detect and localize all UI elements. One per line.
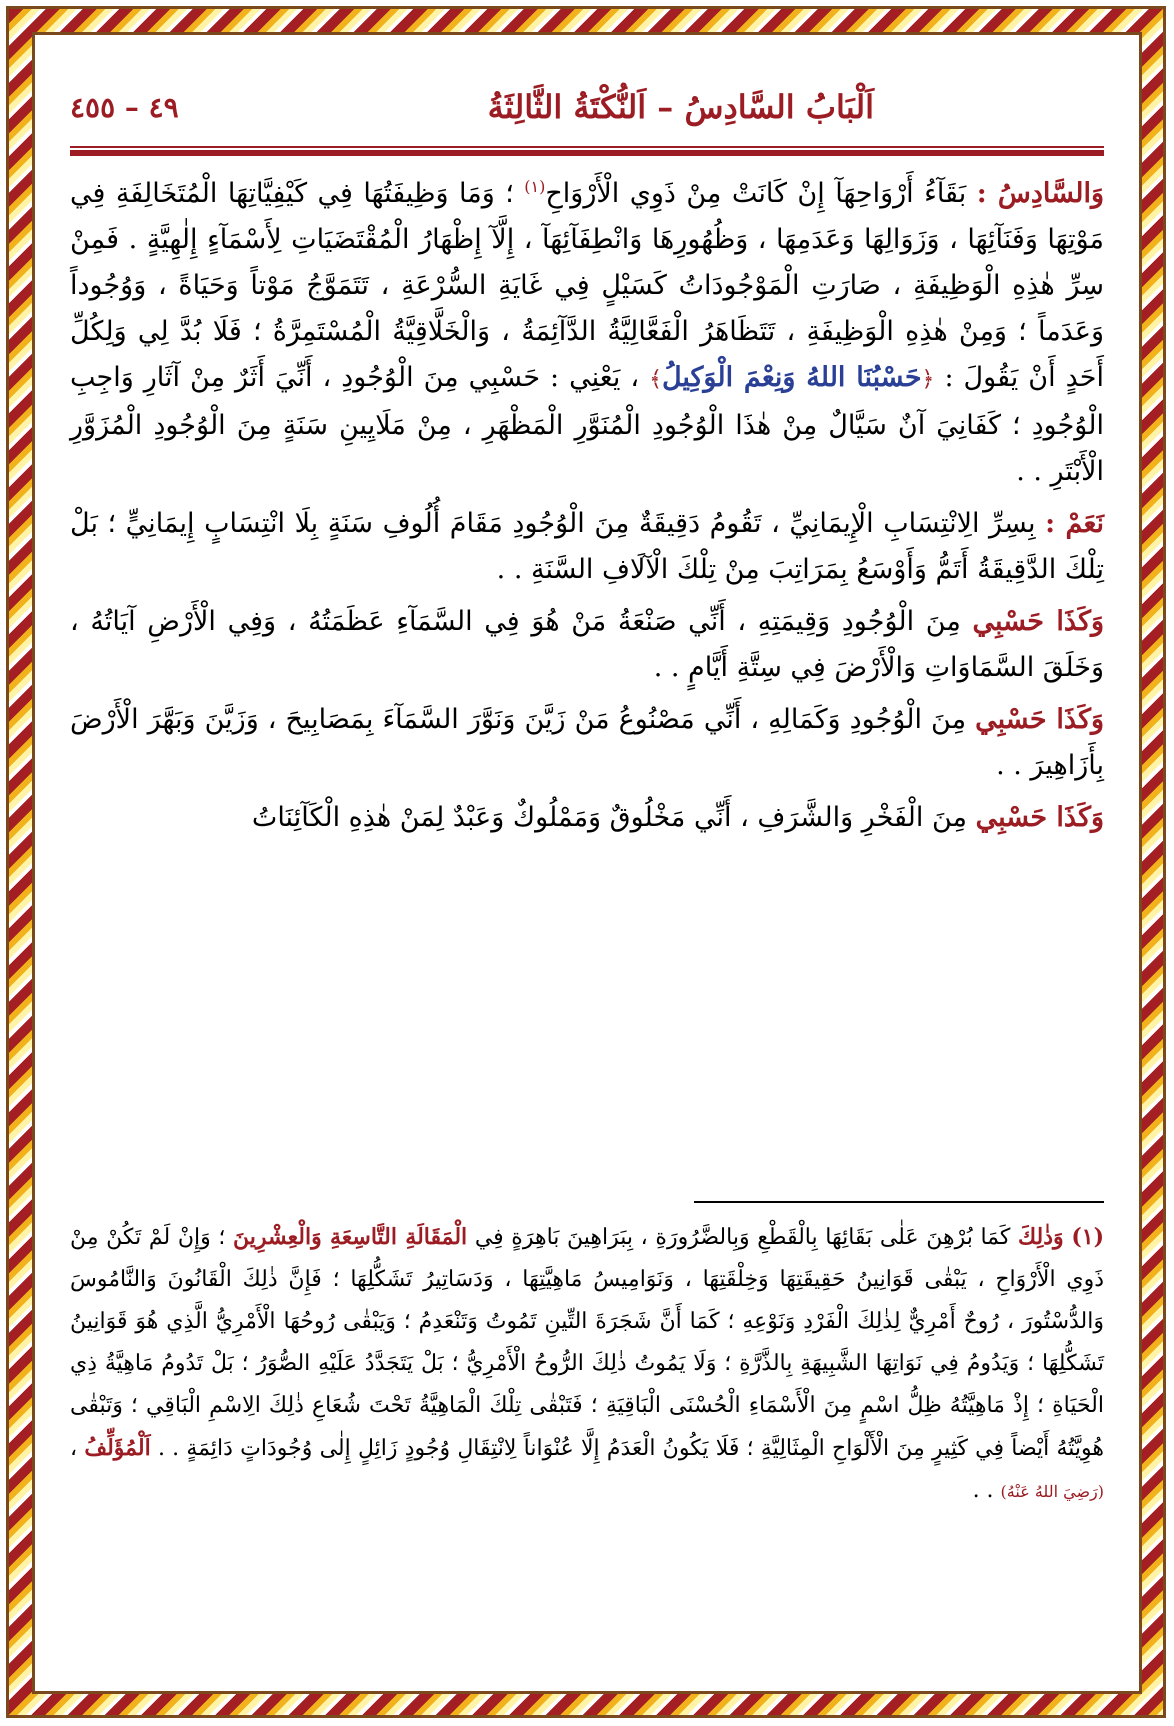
book-page — [36, 36, 1138, 1690]
paragraph-hasbi-3 — [70, 795, 1104, 841]
quran-verse: حَسْبُنَا اللهُ وَنِعْمَ الْوَكِيلُ — [661, 362, 922, 393]
end-dots: . . — [972, 1478, 1001, 1503]
text-segment: كَمَا بُرْهِنَ عَلٰى بَقَائِهَا بِالْقَطْعِ وَبِالضَّرُورَةِ ، بِبَرَاهِينَ بَاهِرَةٍ فِي — [467, 1225, 1019, 1250]
ayah-open-ornament-icon: ﴿ — [921, 367, 935, 392]
main-text — [70, 164, 1104, 847]
text-segment: بَقَآءُ أَرْوَاحِهَآ إِنْ كَانَتْ مِنْ ذَوِي الْأَرْوَاحِ — [545, 178, 977, 209]
header-rule-thin — [70, 146, 1104, 148]
page-numbers: ٤٩ – ٤٥٥ — [70, 90, 179, 124]
footnote-text — [70, 1216, 1104, 1513]
chapter-title: اَلْبَابُ السَّادِسُ – اَلنُّكْتَةُ الثَّالِثَةُ — [487, 88, 874, 126]
keyword-hasbi: وَكَذَا حَسْبِي — [972, 606, 1104, 637]
author-signature: اَلْمُؤَلِّفُ — [84, 1435, 151, 1461]
paragraph-hasbi-2 — [70, 697, 1104, 789]
paragraph-naam — [70, 501, 1104, 593]
ayah-close-ornament-icon: ﴾ — [649, 367, 662, 392]
page-header — [70, 82, 1104, 132]
text-segment: ؛ وَإِنْ لَمْ تَكُنْ مِنْ ذَوِي الْأَرْوَاحِ ، يَبْقٰى قَوَانِينُ حَقِيقَتِهَا وَخِلْقَتِهَا ، وَنَوَامِيسُ مَاهِيَّتِهَا ، وَدَسَاتِيرُ تَشَكُّلِهَا ؛ فَإِنَّ ذٰلِكَ الْقَانُونَ وَالنَّامُوسَ وَالدُّسْتُورَ ، رُوحٌ أَمْرِيٌّ لِذٰلِكَ الْفَرْدِ وَنَوْعِهِ ؛ كَمَا أَنَّ شَجَرَةَ التِّينِ تَمُوتُ وَتَنْعَدِمُ ؛ وَيَبْقٰى رُوحُهَا الْأَمْرِيُّ الَّذِي هُوَ قَوَانِينُ تَشَكُّلِهَا ؛ وَيَدُومُ فِي نَوَاتِهَا الشَّبِيهَةِ بِالذَّرَّةِ ؛ وَلَا يَمُوتُ ذٰلِكَ الرُّوحُ الْأَمْرِيُّ ؛ بَلْ يَتَجَدَّدُ عَلَيْهِ الصُّوَرُ ؛ بَلْ تَدُومُ مَاهِيَّةُ ذِي الْحَيَاةِ ؛ إِذْ مَاهِيَّتُهُ ظِلُّ اسْمٍ مِنَ الْأَسْمَاءِ الْحُسْنَى الْبَاقِيَةِ ؛ فَتَبْقٰى تِلْكَ الْمَاهِيَّةُ تَحْتَ شُعَاعِ ذٰلِكَ الِاسْمِ الْبَاقِي ؛ وَتَبْقٰى هُوِيَّتُهُ أَيْضاً فِي كَثِيرٍ مِنَ الْأَلْوَاحِ الْمِثَالِيَّةِ ؛ فَلَا يَكُونُ الْعَدَمُ إِلَّا عُنْوَاناً لِانْتِقَالِ وُجُودٍ زَائِلٍ إِلٰى وُجُودَاتٍ دَائِمَةٍ . . — [70, 1225, 1105, 1461]
text-segment: ؛ وَمَا وَظِيفَتُهَا فِي كَيْفِيَّاتِهَا الْمُتَخَالِفَةِ فِي مَوْتِهَا وَفَنَآئِهَا ، وَزَوَالِهَا وَعَدَمِهَا ، وَظُهُورِهَا وَانْطِفَآئِهَآ ، إِلَّآ إِظْهَارُ الْمُقْتَضَيَاتِ لِأَسْمَآءٍ إِلٰهِيَّةٍ . فَمِنْ سِرِّ هٰذِهِ الْوَظِيفَةِ ، صَارَتِ الْمَوْجُودَاتُ كَسَيْلٍ فِي غَايَةِ السُّرْعَةِ ، تَتَمَوَّجُ مَوْتاً وَحَيَاةً ، وَوُجُوداً وَعَدَماً ؛ وَمِنْ هٰذِهِ الْوَظِيفَةِ ، تَتَظَاهَرُ الْفَعَّالِيَّةُ الدَّآئِمَةُ ، وَالْخَلَّاقِيَّةُ الْمُسْتَمِرَّةُ ؛ فَلَا بُدَّ لِي وَلِكُلِّ أَحَدٍ أَنْ يَقُولَ : — [70, 178, 1104, 393]
keyword-hasbi: وَكَذَا حَسْبِي — [975, 802, 1104, 833]
header-rule-thick — [70, 150, 1104, 156]
footnote-keyword: وَذٰلِكَ — [1018, 1224, 1064, 1250]
footnote — [70, 1216, 1104, 1513]
separator: ، — [70, 1436, 85, 1461]
text-segment: مِنَ الْفَخْرِ وَالشَّرَفِ ، أَنِّي مَخْلُوقٌ وَمَمْلُوكٌ وَعَبْدٌ لِمَنْ هٰذِهِ الْكَآئِنَاتُ — [251, 802, 976, 833]
text-segment: مِنَ الْوُجُودِ وَكَمَالِهِ ، أَنِّي مَصْنُوعُ مَنْ زَيَّنَ وَنَوَّرَ السَّمَآءَ بِمَصَابِيحَ ، وَزَيَّنَ وَبَهَّرَ الْأَرْضَ بِأَزَاهِيرَ . . — [70, 704, 1104, 781]
text-segment: ، يَعْنِي : حَسْبِي مِنَ الْوُجُودِ ، أَنِّيَ أَثَرٌ مِنْ آثَارِ وَاجِبِ الْوُجُودِ ؛ كَفَانِيَ آنٌ سَيَّالٌ مِنْ هٰذَا الْوُجُودِ الْمُنَوَّرِ الْمَظْهَرِ ، مِنْ مَلَايِينِ سَنَةٍ مِنَ الْوُجُودِ الْمُزَوَّرِ الْأَبْتَرِ . . — [70, 362, 1104, 487]
keyword-sixth: وَالسَّادِسُ : — [976, 178, 1104, 209]
honorific-icon: (رَضِيَ اللهُ عَنْهُ) — [1000, 1482, 1104, 1501]
paragraph-hasbi-1 — [70, 599, 1104, 691]
footnote-separator — [694, 1201, 1104, 1203]
text-segment: بِسِرِّ الِانْتِسَابِ الْإِيمَانِيِّ ، تَقُومُ دَقِيقَةٌ مِنَ الْوُجُودِ مَقَامَ أُلُوفِ سَنَةٍ بِلَا انْتِسَابٍ إِيمَانِيٍّ ؛ بَلْ تِلْكَ الدَّقِيقَةُ أَتَمُّ وَأَوْسَعُ بِمَرَاتِبَ مِنْ تِلْكَ الْآلَافِ السَّنَةِ . . — [70, 508, 1104, 585]
paragraph-sixth — [70, 164, 1104, 495]
footnote-ref[interactable]: (١) — [524, 177, 546, 196]
cross-reference-title: الْمَقَالَةِ التَّاسِعَةِ وَالْعِشْرِينَ — [233, 1224, 468, 1250]
keyword-naam: نَعَمْ : — [1045, 508, 1104, 539]
text-segment: مِنَ الْوُجُودِ وَقِيمَتِهِ ، أَنِّي صَنْعَةُ مَنْ هُوَ فِي السَّمَآءِ عَظَمَتُهُ ، وَفِي الْأَرْضِ آيَاتُهُ ، وَخَلَقَ السَّمَاوَاتِ وَالْأَرْضَ فِي سِتَّةِ أَيَّامٍ . . — [70, 606, 1104, 683]
footnote-number: (١) — [1071, 1224, 1105, 1250]
keyword-hasbi: وَكَذَا حَسْبِي — [975, 704, 1104, 735]
